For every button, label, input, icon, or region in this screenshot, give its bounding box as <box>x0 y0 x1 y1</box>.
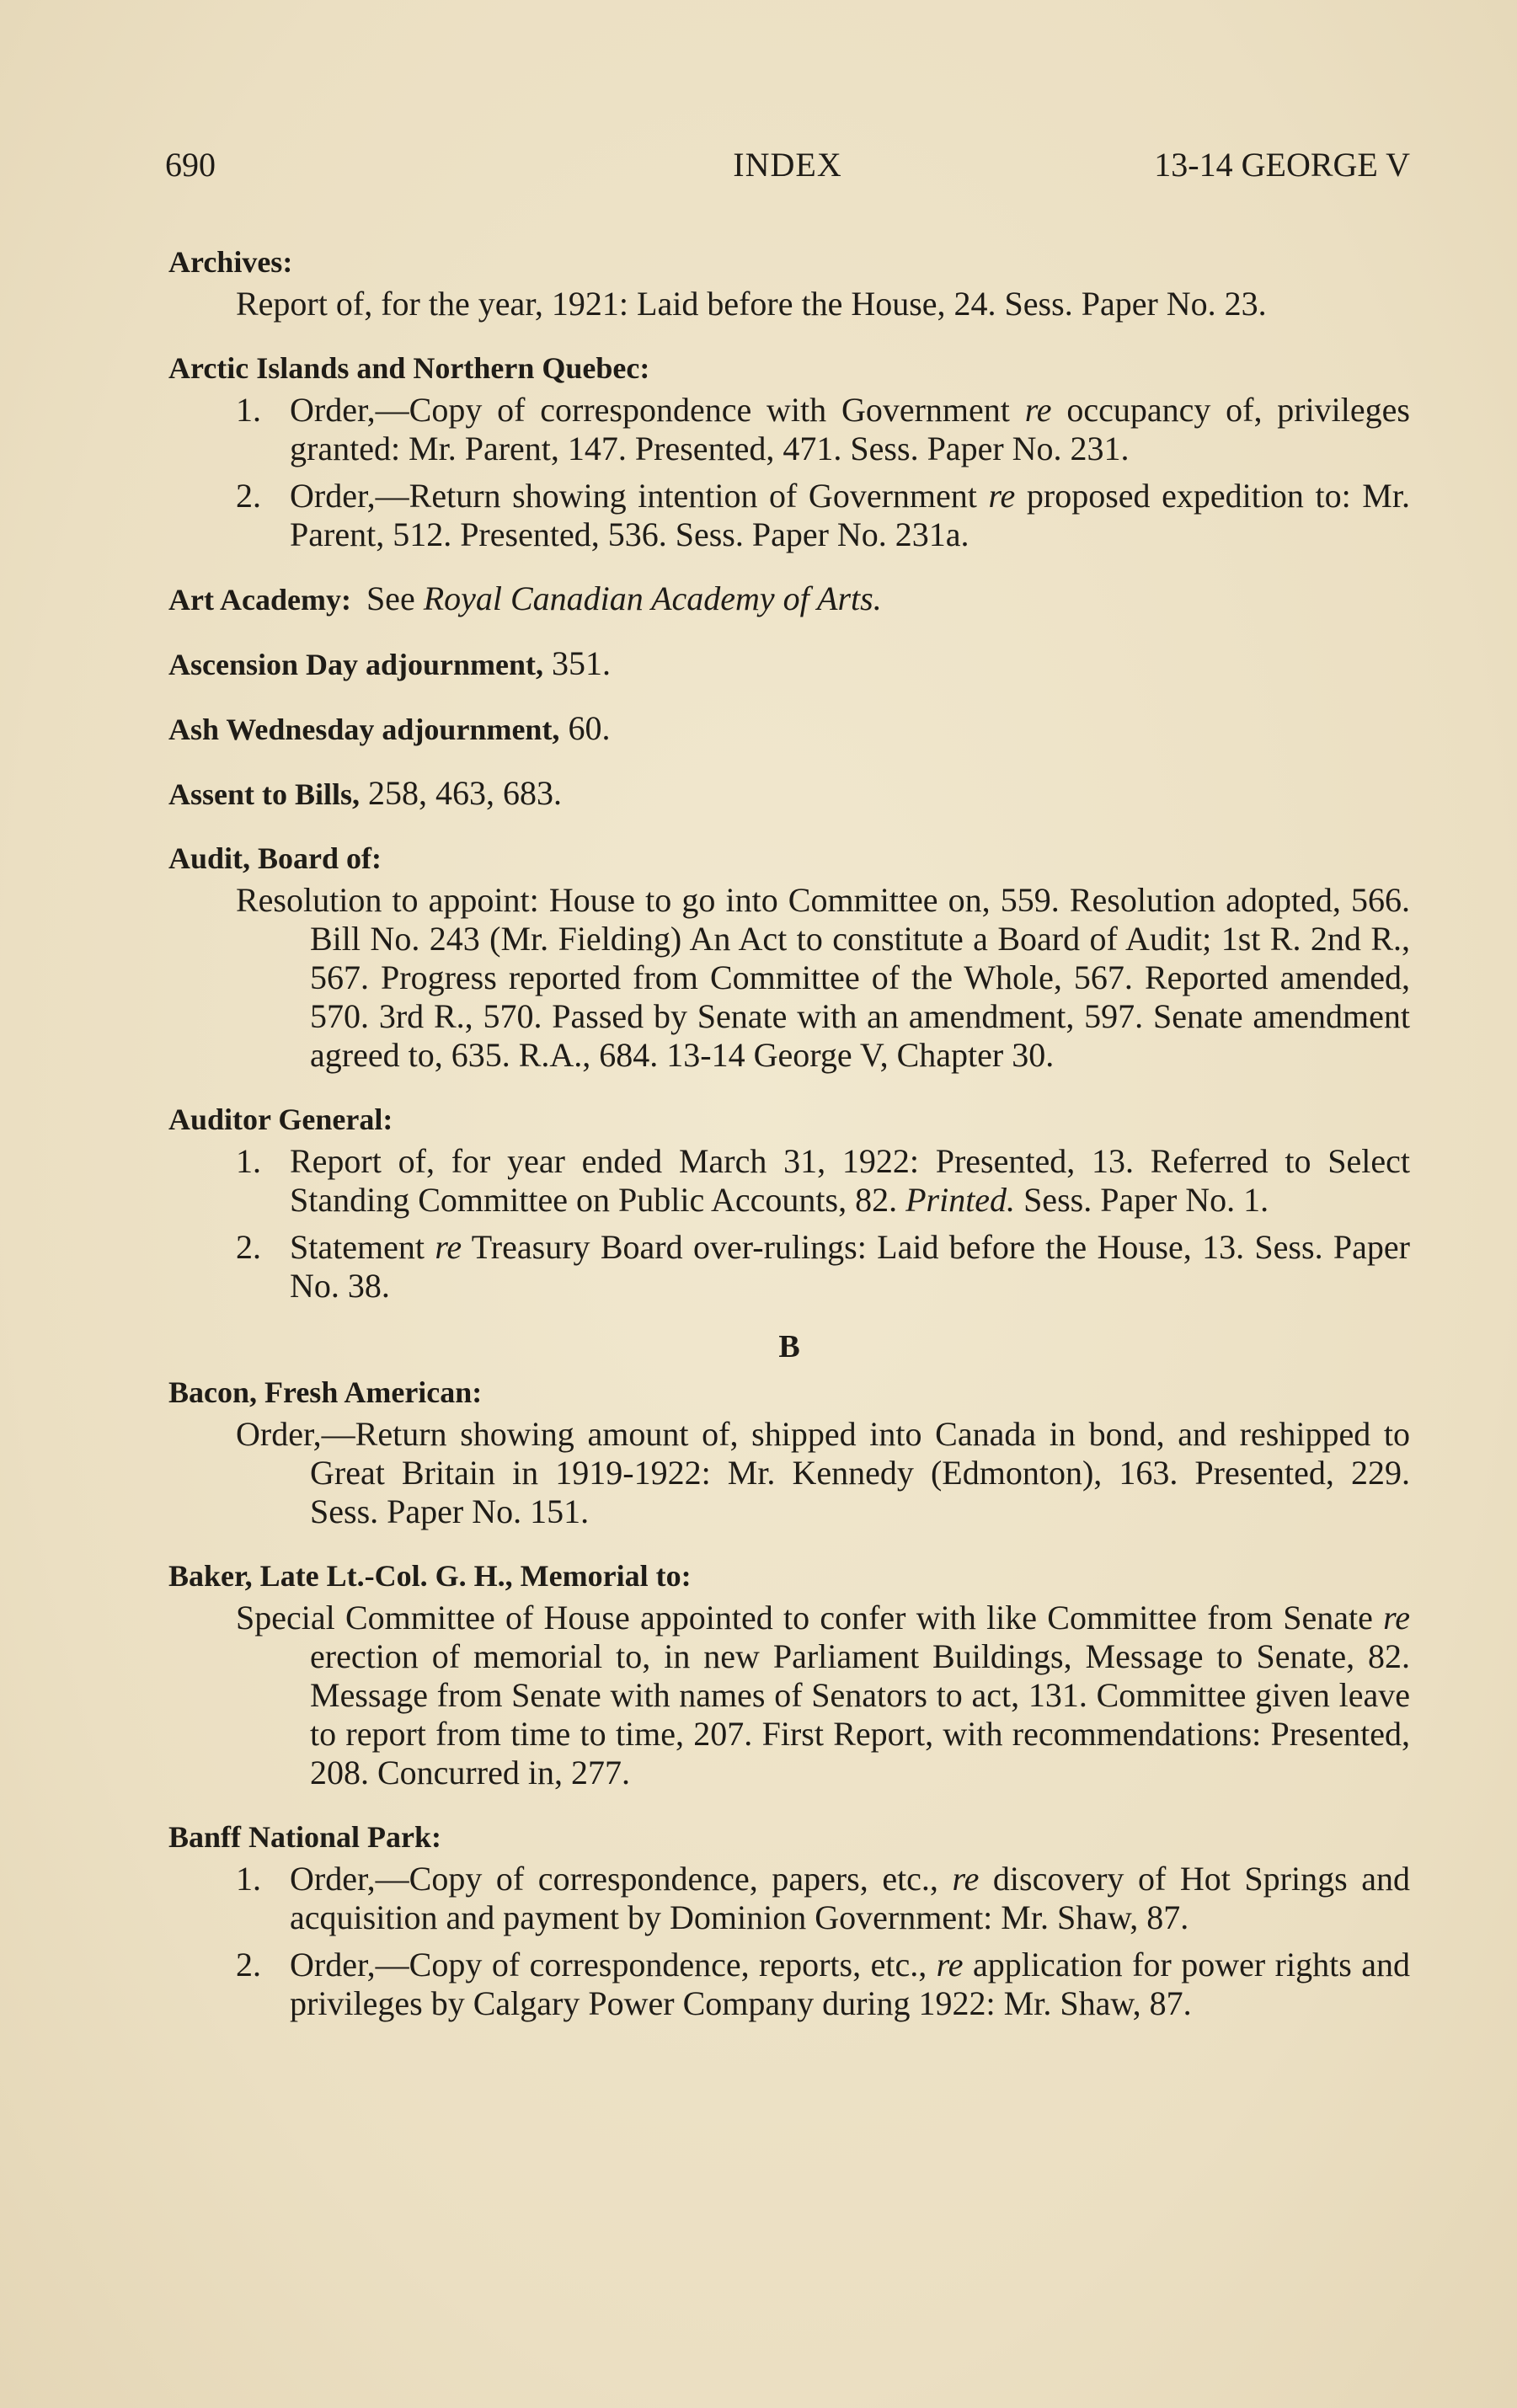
section-letter: B <box>778 1329 800 1364</box>
italic-text: re <box>435 1228 462 1266</box>
page-refs: 60. <box>559 709 611 747</box>
heading-label: Ascension Day adjournment, <box>168 648 544 681</box>
heading-label: Art Academy: <box>168 583 351 617</box>
sub-entry-text <box>290 1142 1410 1220</box>
entry-bacon <box>168 1373 1410 1531</box>
page-number: 690 <box>165 146 216 184</box>
running-title: INDEX <box>733 146 842 184</box>
entry-text: Order,—Return showing amount of, shipped into Canada in bond, and reshipped to Great Britain in 1919-1922: Mr. Kennedy (Edmonton), 163. Presented, 229. Sess. Paper No. 151. <box>236 1415 1410 1530</box>
heading-label: Ash Wednesday adjournment, <box>168 713 560 746</box>
entry-heading: Bacon, Fresh American: <box>168 1375 483 1409</box>
running-head <box>165 145 1410 192</box>
entry-text: Report of, for the year, 1921: Laid before the House, 24. Sess. Paper No. 23. <box>236 285 1267 323</box>
entry-baker-memorial <box>168 1556 1410 1792</box>
text-part: Treasury Board over-rulings: Laid before the House, 13. Sess. Paper No. 38. <box>290 1228 1410 1305</box>
heading-label: Assent to Bills, <box>168 777 361 811</box>
sub-entry-number: 1. <box>236 1860 261 1898</box>
italic-text: re <box>952 1860 980 1898</box>
italic-text: re <box>936 1946 964 1984</box>
entry-ash-wednesday <box>168 709 1410 749</box>
sub-entry <box>236 1860 1410 1937</box>
sub-entry-text <box>290 391 1410 468</box>
page-refs: 351. <box>543 644 612 682</box>
text-part: occupancy of, privileges granted: Mr. Parent, 147. Presented, 471. Sess. Paper No. 231. <box>290 391 1410 467</box>
entry-heading <box>168 774 1410 814</box>
italic-text: re <box>1383 1599 1410 1636</box>
sub-entry <box>236 1228 1410 1305</box>
text-part: erection of memorial to, in new Parliament Buildings, Message to Senate, 82. Message from Senate with names of Senators to act, 131. Committee given leave to report from time to time, 207. First Report, with recommendations: Presented, 208. Concurred in, 277. <box>310 1637 1410 1791</box>
sub-entry-number: 2. <box>236 1228 261 1266</box>
sub-entry-number: 1. <box>236 391 261 429</box>
text-part: proposed expedition to: Mr. Parent, 512. Presented, 536. Sess. Paper No. 231a. <box>290 477 1410 553</box>
italic-text: Printed. <box>905 1181 1016 1219</box>
text-part: Report of, for year ended March 31, 1922: Presented, 13. Referred to Select Standing Committee on Public Accounts, 82. <box>290 1142 1410 1219</box>
entry-heading <box>168 644 1410 684</box>
text-part: Order,—Copy of correspondence, reports, etc., <box>290 1946 937 1984</box>
entry-audit-board <box>168 839 1410 1075</box>
entry-heading: Audit, Board of: <box>168 841 382 875</box>
entry-heading <box>168 709 1410 749</box>
sub-entry <box>236 1142 1410 1220</box>
entry-heading: Archives: <box>168 245 293 279</box>
sub-entry-number: 1. <box>236 1142 261 1180</box>
entry-heading: Arctic Islands and Northern Quebec: <box>168 351 650 385</box>
text-part: Statement <box>290 1228 435 1266</box>
italic-text: re <box>988 477 1016 515</box>
text-part: Special Committee of House appointed to confer with like Committee from Senate <box>236 1599 1384 1636</box>
sub-entry-number: 2. <box>236 477 261 515</box>
entry-heading: Auditor General: <box>168 1103 393 1136</box>
sub-entry-text <box>290 477 1410 554</box>
entry-art-academy <box>168 579 1410 619</box>
entry-arctic-islands <box>168 349 1410 554</box>
sub-entry <box>236 477 1410 554</box>
reign-heading: 13-14 GEORGE V <box>1154 146 1410 184</box>
entry-heading: Banff National Park: <box>168 1820 441 1854</box>
entry-text <box>236 1599 1410 1792</box>
sub-entry-text <box>290 1860 1410 1937</box>
entry-auditor-general <box>168 1100 1410 1305</box>
text-part: Order,—Copy of correspondence, papers, etc., <box>290 1860 953 1898</box>
page-refs: 258, 463, 683. <box>360 774 563 812</box>
entry-text: Resolution to appoint: House to go into Committee on, 559. Resolution adopted, 566. Bill No. 243 (Mr. Fielding) An Act to constitute a Board of Audit; 1st R. 2nd R., 567. Progress reported from Committee of the Whole, 567. Reported amended, 570. 3rd R., 570. Passed by Senate with an amendment, 597. Senate amendment agreed to, 635. R.A., 684. 13-14 George V, Chapter 30. <box>236 881 1410 1074</box>
entry-banff-park <box>168 1818 1410 2023</box>
sub-entry-text <box>290 1228 1410 1305</box>
sub-entry <box>236 391 1410 468</box>
text-part: application for power rights and privileges by Calgary Power Company during 1922: Mr. Shaw, 87. <box>290 1946 1410 2022</box>
italic-text: re <box>1024 391 1052 429</box>
text-part: Sess. Paper No. 1. <box>1015 1181 1269 1219</box>
see-label: See <box>366 579 424 617</box>
text-part: Order,—Return showing intention of Government <box>290 477 989 515</box>
index-body <box>168 243 1410 2048</box>
text-part: Order,—Copy of correspondence with Government <box>290 391 1025 429</box>
entry-heading <box>168 579 1410 619</box>
sub-entry-number: 2. <box>236 1946 261 1984</box>
cross-reference: Royal Canadian Academy of Arts. <box>423 579 882 617</box>
text-part: discovery of Hot Springs and acquisition and payment by Dominion Government: Mr. Shaw, 87. <box>290 1860 1411 1936</box>
entry-archives <box>168 243 1410 323</box>
entry-assent-to-bills <box>168 774 1410 814</box>
entry-ascension-day <box>168 644 1410 684</box>
sub-entry-text <box>290 1946 1410 2023</box>
entry-heading: Baker, Late Lt.-Col. G. H., Memorial to: <box>168 1559 692 1593</box>
sub-entry <box>236 1946 1410 2023</box>
